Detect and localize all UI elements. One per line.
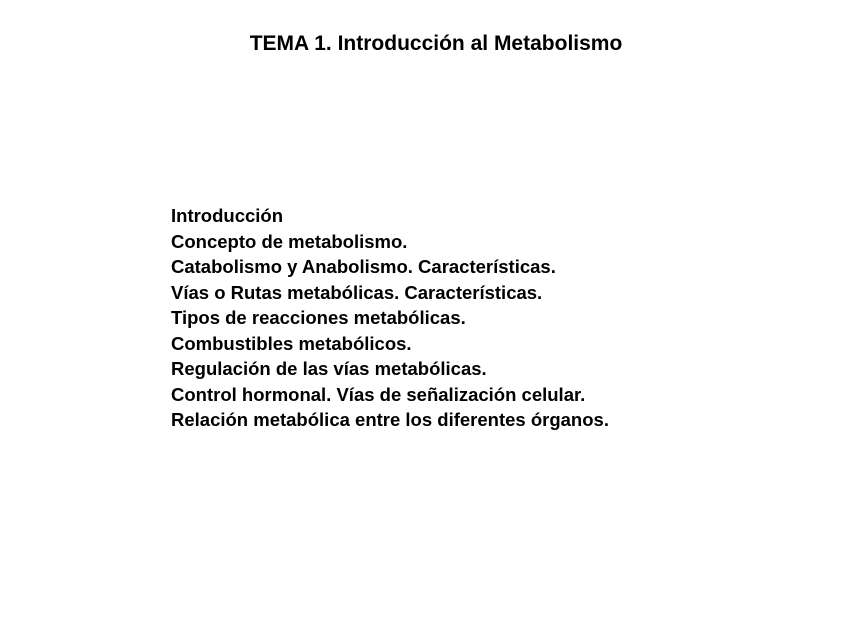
topic-item: Introducción (171, 205, 284, 226)
topic-item: Control hormonal. Vías de señalización celular. (171, 383, 586, 405)
topic-item: Catabolismo y Anabolismo. Características. (171, 256, 556, 277)
topic-item: Vías o Rutas metabólicas. Características. (171, 281, 543, 303)
topic-item: Tipos de reacciones metabólicas. (171, 307, 466, 328)
topic-item: Combustibles metabólicos. (171, 332, 412, 354)
topic-item: Relación metabólica entre los diferentes órganos. (171, 409, 609, 430)
topic-item: Concepto de metabolismo. (171, 230, 408, 252)
topic-list (171, 203, 609, 433)
topic-item: Regulación de las vías metabólicas. (171, 358, 487, 379)
slide-title: TEMA 1. Introducción al Metabolismo (249, 32, 623, 55)
